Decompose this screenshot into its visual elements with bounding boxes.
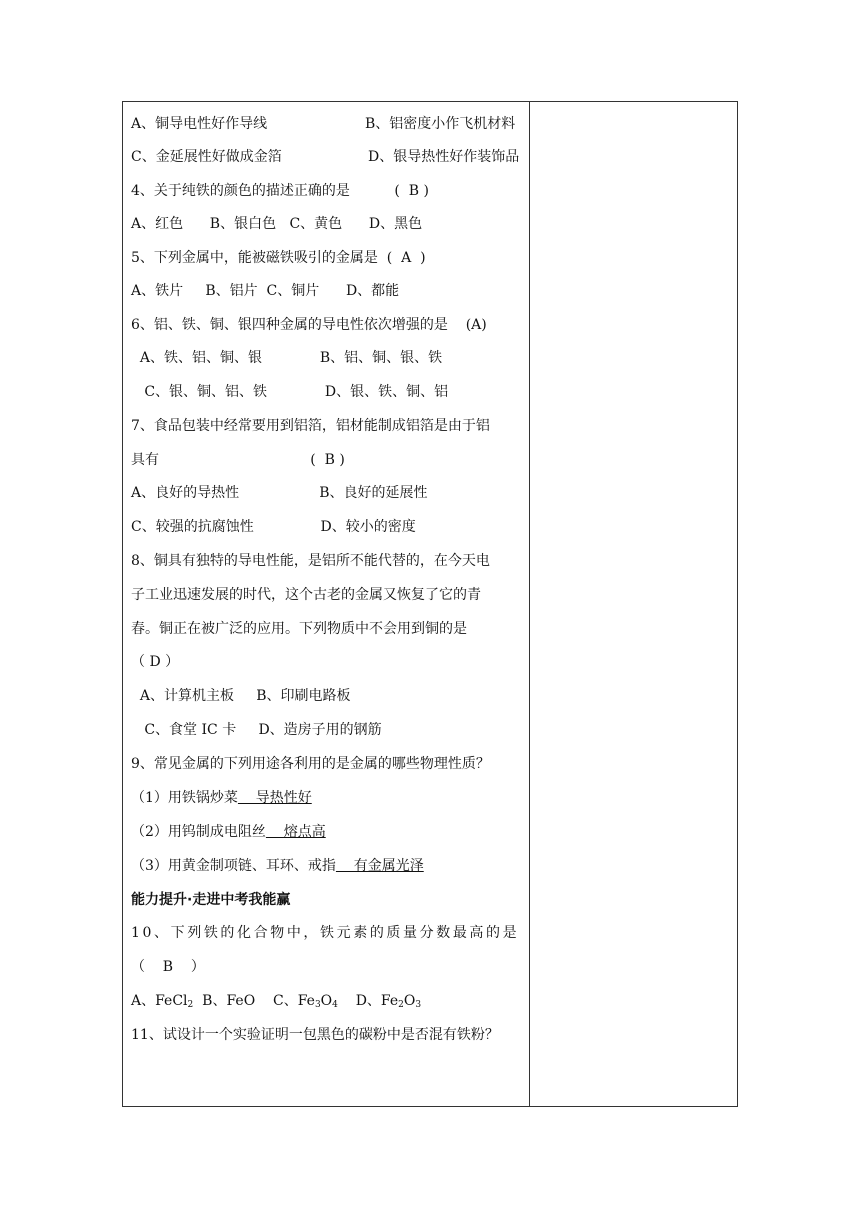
question-9-item-1 bbox=[131, 789, 312, 807]
question-7-line-1: 7、食品包装中经常要用到铝箔，铝材能制成铝箔是由于铝 bbox=[131, 418, 490, 434]
questions-column bbox=[123, 102, 529, 1106]
q10-option-d: D、Fe bbox=[337, 993, 399, 1009]
q9-2-answer: 熔点高 bbox=[265, 824, 326, 840]
question-10-answer: （ B ） bbox=[131, 959, 205, 975]
question-8-line-2: 子工业迅速发展的时代，这个古老的金属又恢复了它的青 bbox=[131, 587, 481, 603]
option-c: C、金延展性好做成金箔 bbox=[131, 149, 282, 165]
option-d: D、银导热性好作装饰品 bbox=[368, 149, 520, 165]
question-7-line-2: 具有 ( B ) bbox=[131, 452, 345, 468]
q9-2-text: （2）用钨制成电阻丝 bbox=[131, 824, 266, 840]
q10-c-sub2: 4 bbox=[332, 1000, 338, 1010]
question-8-answer: （ D ） bbox=[131, 654, 180, 670]
option-b: B、铝密度小作飞机材料 bbox=[365, 116, 516, 132]
q9-3-text: （3）用黄金制项链、耳环、戒指 bbox=[131, 858, 336, 874]
question-8-options-1: A、计算机主板 B、印刷电路板 bbox=[131, 688, 351, 704]
q9-1-text: （1）用铁锅炒菜 bbox=[131, 790, 238, 806]
question-4: 4、关于纯铁的颜色的描述正确的是 ( B ) bbox=[131, 183, 429, 199]
q10-c-mid: O bbox=[320, 993, 333, 1009]
question-5-options: A、铁片 B、铝片 C、铜片 D、都能 bbox=[131, 283, 400, 299]
question-9-item-2 bbox=[131, 823, 326, 841]
question-6: 6、铝、铁、铜、银四种金属的导电性依次增强的是 (A) bbox=[131, 317, 487, 333]
q10-option-bc: B、FeO C、Fe bbox=[193, 993, 315, 1009]
question-6-options-1: A、铁、铝、铜、银 B、铝、铜、银、铁 bbox=[131, 350, 443, 366]
question-8-options-2: C、食堂 IC 卡 D、造房子用的钢筋 bbox=[131, 722, 382, 738]
question-8-line-3: 春。铜正在被广泛的应用。下列物质中不会用到铜的是 bbox=[131, 621, 467, 637]
q10-d-sub1: 2 bbox=[398, 1000, 404, 1010]
question-10-options bbox=[131, 992, 421, 1014]
question-4-options: A、红色 B、银白色 C、黄色 D、黑色 bbox=[131, 216, 423, 232]
question-7-options-2: C、较强的抗腐蚀性 D、较小的密度 bbox=[131, 519, 416, 535]
question-5: 5、下列金属中，能被磁铁吸引的金属是 ( A ) bbox=[131, 250, 426, 266]
notes-column bbox=[530, 102, 737, 1106]
option-a: A、铜导电性好作导线 bbox=[131, 116, 268, 132]
q10-c-sub1: 3 bbox=[314, 1000, 321, 1010]
question-9: 9、常见金属的下列用途各利用的是金属的哪些物理性质？ bbox=[131, 756, 490, 772]
question-11: 11、试设计一个实验证明一包黑色的碳粉中是否混有铁粉？ bbox=[131, 1027, 499, 1043]
question-8-line-1: 8、铜具有独特的导电性能，是铝所不能代替的，在今天电 bbox=[131, 553, 490, 569]
q10-option-a: A、FeCl bbox=[131, 993, 188, 1009]
q9-3-answer: 有金属光泽 bbox=[335, 858, 424, 874]
q10-d-sub2: 3 bbox=[415, 1000, 422, 1010]
section-heading: 能力提升·走进中考我能赢 bbox=[131, 892, 291, 908]
question-10: 10、下列铁的化合物中，铁元素的质量分数最高的是 bbox=[131, 925, 520, 941]
question-7-options-1: A、良好的导热性 B、良好的延展性 bbox=[131, 485, 428, 501]
question-6-options-2: C、银、铜、铝、铁 D、银、铁、铜、铝 bbox=[131, 384, 449, 400]
question-9-item-3 bbox=[131, 857, 424, 875]
q9-1-answer: 导热性好 bbox=[237, 790, 312, 806]
q10-d-mid: O bbox=[403, 993, 416, 1009]
q10-option-a-sub: 2 bbox=[187, 1000, 194, 1010]
worksheet-table bbox=[122, 101, 738, 1107]
